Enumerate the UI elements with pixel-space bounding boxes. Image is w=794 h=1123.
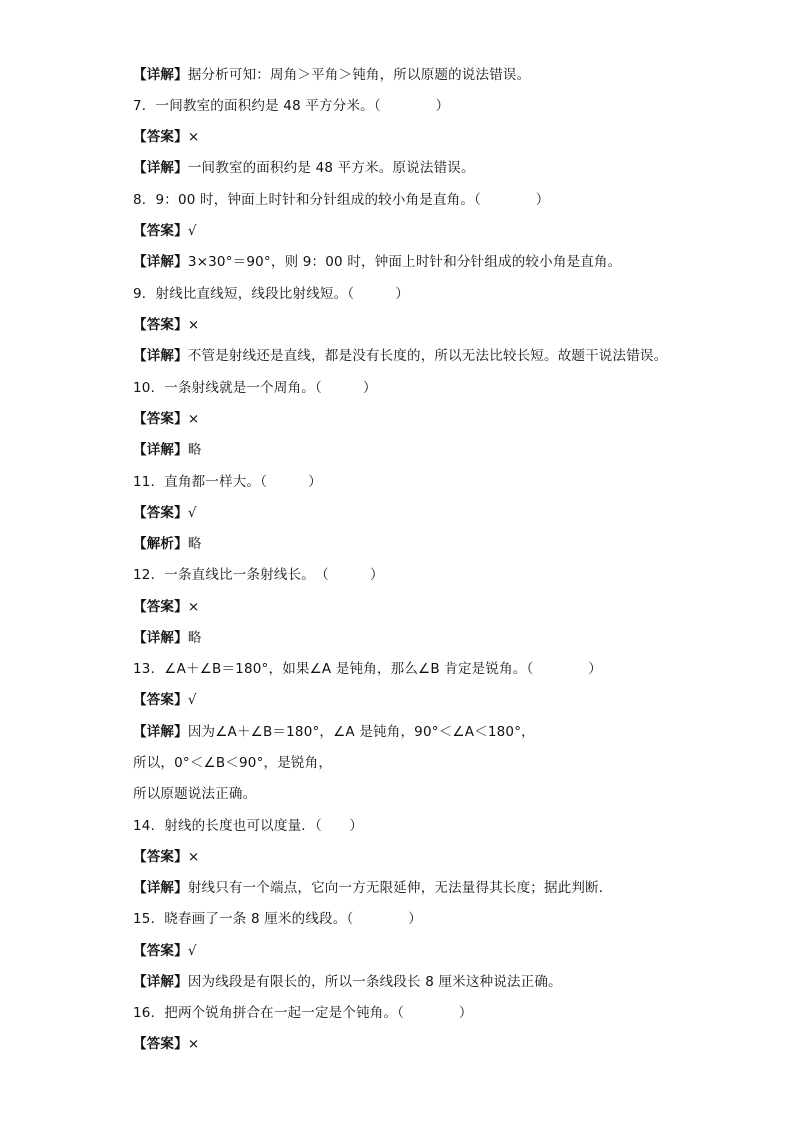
line-text: 射线只有一个端点，它向一方无限延伸，无法量得其长度；据此判断． <box>187 880 613 896</box>
explanation-line <box>133 878 613 898</box>
line-tag: 【答案】 <box>133 411 188 427</box>
answer-line <box>133 597 199 617</box>
line-text: 因为线段是有限长的，所以一条线段长 8 厘米这种说法正确。 <box>187 974 562 990</box>
answer-line <box>133 221 197 241</box>
line-text: × <box>187 411 200 427</box>
line-text: 所以原题说法正确。 <box>133 786 257 802</box>
answer-line <box>133 315 199 335</box>
explanation-line <box>133 440 202 460</box>
question-line <box>133 659 602 679</box>
answer-line <box>133 847 199 867</box>
text-line <box>133 65 530 85</box>
line-tag: 【详解】 <box>133 974 188 990</box>
line-text: × <box>187 317 200 333</box>
line-text: 15．晓春画了一条 8 厘米的线段。（ ） <box>133 911 422 927</box>
line-text: × <box>187 129 200 145</box>
line-tag: 【详解】 <box>133 880 188 896</box>
question-line <box>133 816 363 836</box>
explanation-line <box>133 722 535 742</box>
line-tag: 【答案】 <box>133 505 188 521</box>
question-line <box>133 1003 473 1023</box>
line-text: √ <box>187 505 197 521</box>
line-tag: 【详解】 <box>133 254 188 270</box>
answer-line <box>133 503 197 523</box>
line-text: 11．直角都一样大。（ ） <box>133 474 322 490</box>
answer-line <box>133 127 199 147</box>
line-tag: 【答案】 <box>133 223 188 239</box>
line-text: 略 <box>187 536 202 552</box>
explanation-line <box>133 252 621 272</box>
line-text: √ <box>187 692 197 708</box>
question-line <box>133 284 409 304</box>
line-text: 14．射线的长度也可以度量．（ ） <box>133 818 364 834</box>
line-text: 3×30°＝90°，则 9：00 时，钟面上时针和分针组成的较小角是直角。 <box>187 254 622 270</box>
explanation-line <box>133 628 202 648</box>
question-line <box>133 472 322 492</box>
line-text: 7．一间教室的面积约是 48 平方分米。（ ） <box>133 98 450 114</box>
line-text: × <box>187 1036 200 1052</box>
line-tag: 【答案】 <box>133 692 188 708</box>
line-tag: 【详解】 <box>133 160 188 176</box>
answer-line <box>133 941 197 961</box>
line-text: 8．9：00 时，钟面上时针和分针组成的较小角是直角。（ ） <box>133 192 550 208</box>
line-tag: 【详解】 <box>133 348 188 364</box>
line-text: × <box>187 849 200 865</box>
line-text: 10．一条射线就是一个周角。（ ） <box>133 380 377 396</box>
explanation-line <box>133 158 475 178</box>
line-text: √ <box>187 223 197 239</box>
line-tag: 【答案】 <box>133 599 188 615</box>
question-line <box>133 565 384 585</box>
answer-line <box>133 409 199 429</box>
line-text: 略 <box>187 630 202 646</box>
explanation-line <box>133 972 562 992</box>
line-tag: 【答案】 <box>133 849 188 865</box>
explanation-continuation <box>133 784 256 804</box>
line-tag: 【答案】 <box>133 1036 188 1052</box>
explanation-continuation <box>133 753 332 773</box>
answer-line <box>133 690 197 710</box>
line-text: 因为∠A＋∠B＝180°，∠A 是钝角，90°＜∠A＜180°， <box>187 724 535 740</box>
line-tag: 【答案】 <box>133 129 188 145</box>
line-text: 16．把两个锐角拼合在一起一定是个钝角。（ ） <box>133 1005 473 1021</box>
question-line <box>133 909 422 929</box>
line-tag: 【详解】 <box>133 67 188 83</box>
line-tag: 【详解】 <box>133 724 188 740</box>
line-tag: 【答案】 <box>133 943 188 959</box>
line-text: 据分析可知：周角＞平角＞钝角，所以原题的说法错误。 <box>187 67 531 83</box>
line-text: 所以，0°＜∠B＜90°，是锐角， <box>133 755 333 771</box>
line-text: 13．∠A＋∠B＝180°，如果∠A 是钝角，那么∠B 肯定是锐角。（ ） <box>133 661 602 677</box>
line-text: 略 <box>187 442 202 458</box>
line-text: √ <box>187 943 197 959</box>
line-text: 不管是射线还是直线，都是没有长度的，所以无法比较长短。故题干说法错误。 <box>187 348 668 364</box>
line-tag: 【详解】 <box>133 630 188 646</box>
line-text: 一间教室的面积约是 48 平方米。原说法错误。 <box>187 160 475 176</box>
line-tag: 【详解】 <box>133 442 188 458</box>
line-tag: 【解析】 <box>133 536 188 552</box>
line-text: 12．一条直线比一条射线长。 （ ） <box>133 567 384 583</box>
line-text: 9．射线比直线短，线段比射线短。（ ） <box>133 286 410 302</box>
line-tag: 【答案】 <box>133 317 188 333</box>
analysis-line <box>133 534 202 554</box>
explanation-line <box>133 346 667 366</box>
question-line <box>133 96 449 116</box>
line-text: × <box>187 599 200 615</box>
question-line <box>133 190 550 210</box>
answer-line <box>133 1034 199 1054</box>
question-line <box>133 378 377 398</box>
